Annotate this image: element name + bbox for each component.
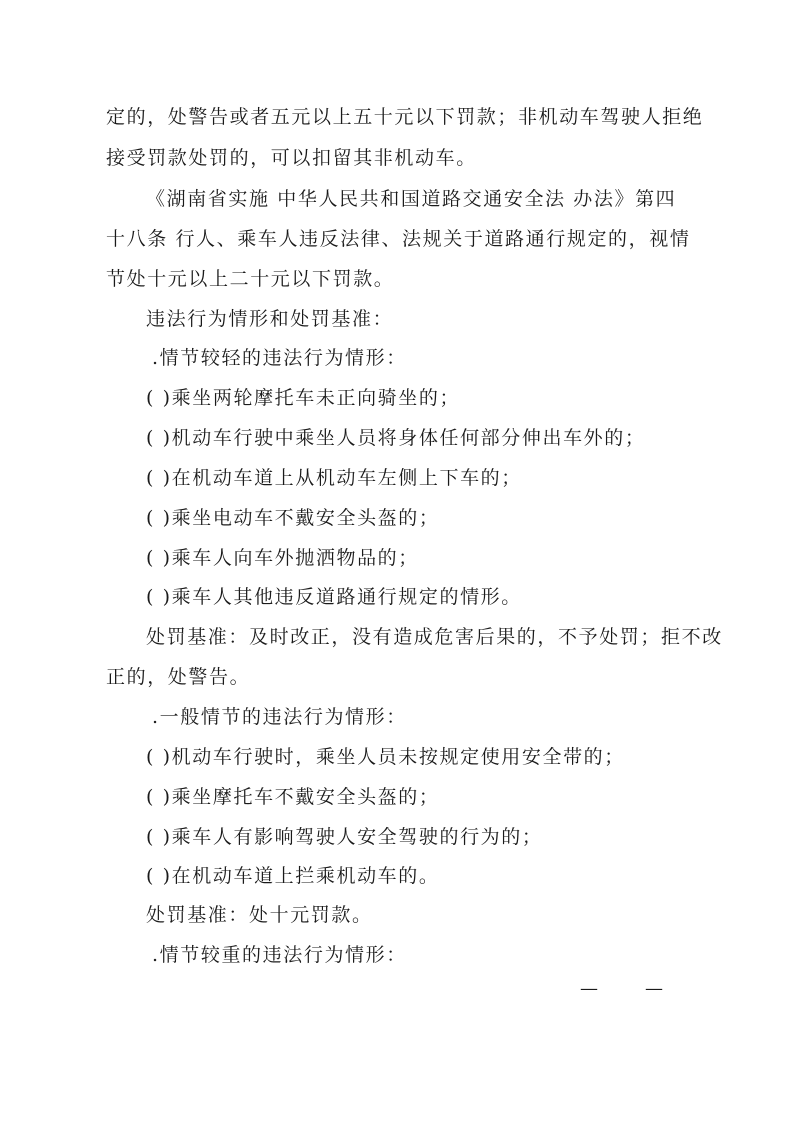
text-line: 十八条 行人、乘车人违反法律、法规关于道路通行规定的，视情 <box>106 228 691 250</box>
text-line: 《湖南省实施 中华人民共和国道路交通安全法 办法》第四 <box>146 188 677 210</box>
list-item: ( )乘车人其他违反道路通行规定的情形。 <box>146 586 522 608</box>
list-item: ( )机动车行驶中乘坐人员将身体任何部分伸出车外的； <box>146 427 646 449</box>
text-line: 处罚基准：及时改正，没有造成危害后果的，不予处罚；拒不改 <box>146 626 723 648</box>
text-line: .情节较轻的违法行为情形： <box>152 347 407 369</box>
text-line: 正的，处警告。 <box>106 666 251 688</box>
text-line: 违法行为情形和处罚基准： <box>146 308 394 330</box>
text-line: 接受罚款处罚的，可以扣留其非机动车。 <box>106 147 477 169</box>
text-line: 节处十元以上二十元以下罚款。 <box>106 268 395 290</box>
list-item: ( )乘车人有影响驾驶人安全驾驶的行为的； <box>146 826 543 848</box>
text-line: .情节较重的违法行为情形： <box>152 944 407 966</box>
list-item: ( )在机动车道上从机动车左侧上下车的； <box>146 467 522 489</box>
text-line: 定的，处警告或者五元以上五十元以下罚款；非机动车驾驶人拒绝 <box>106 106 704 128</box>
page-number-left-dash: — <box>580 978 598 999</box>
list-item: ( )乘坐摩托车不戴安全头盔的； <box>146 786 440 808</box>
list-item: ( )乘车人向车外抛洒物品的； <box>146 547 419 569</box>
list-item: ( )乘坐两轮摩托车未正向骑坐的； <box>146 387 461 409</box>
text-line: .一般情节的违法行为情形： <box>152 706 407 728</box>
list-item: ( )乘坐电动车不戴安全头盔的； <box>146 507 440 529</box>
page-number-right-dash: — <box>645 978 663 999</box>
list-item: ( )在机动车道上拦乘机动车的。 <box>146 865 440 887</box>
list-item: ( )机动车行驶时，乘坐人员未按规定使用安全带的； <box>146 746 625 768</box>
text-line: 处罚基准：处十元罚款。 <box>146 904 373 926</box>
